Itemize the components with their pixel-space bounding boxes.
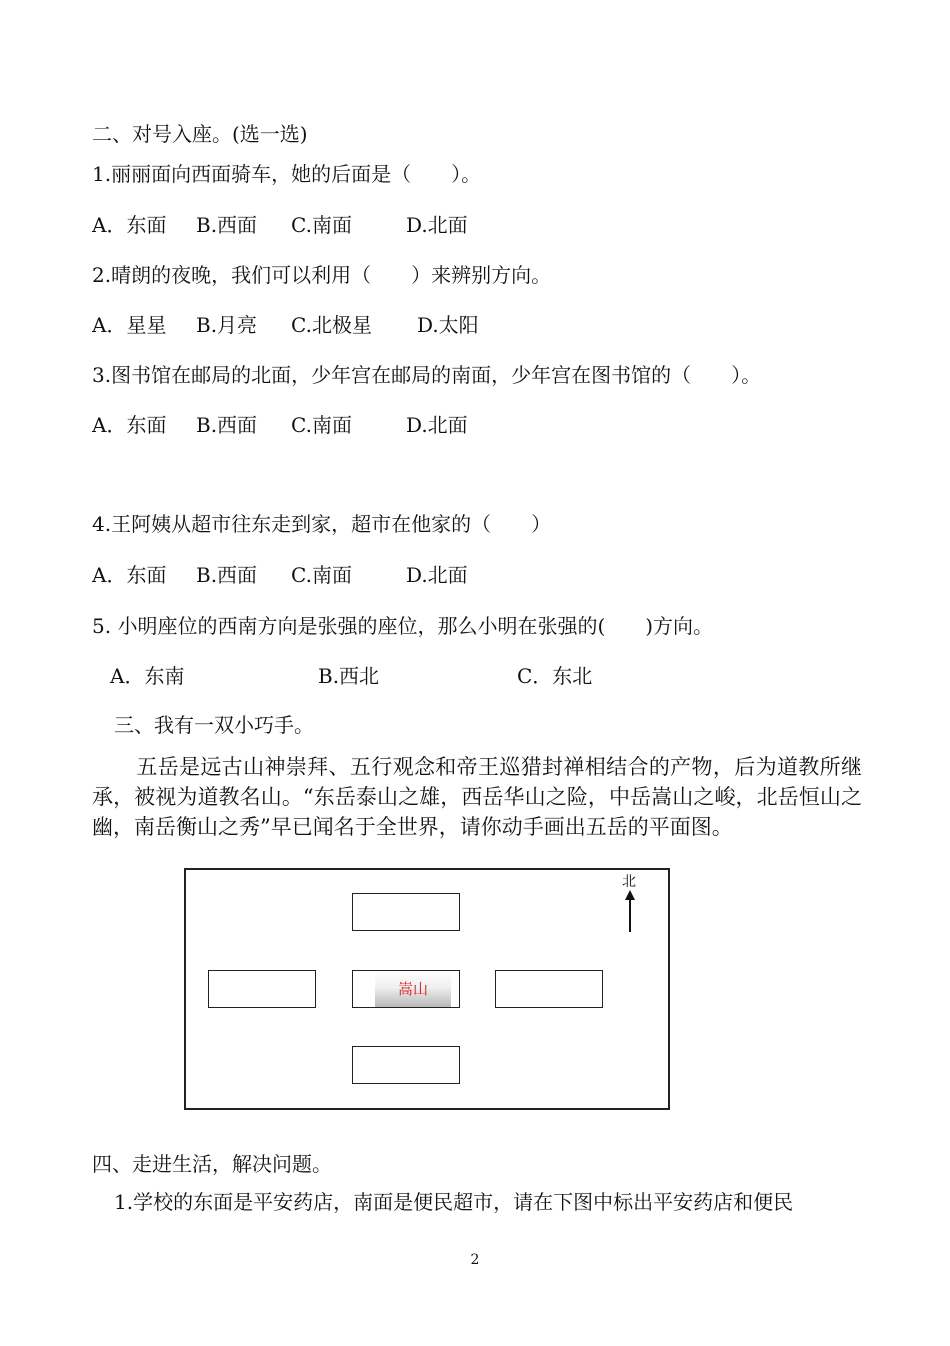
option-a: A．东面 xyxy=(92,563,167,587)
option-d: D.太阳 xyxy=(417,313,479,337)
question-4: 4.王阿姨从超市往东走到家，超市在他家的（ ） xyxy=(92,512,552,536)
page-number: 2 xyxy=(470,1252,480,1268)
option-c: C．东北 xyxy=(517,664,593,688)
option-b: B.西北 xyxy=(318,664,380,688)
option-c: C.南面 xyxy=(291,563,352,587)
north-mountain-box[interactable] xyxy=(352,893,460,931)
option-a: A．东面 xyxy=(92,213,167,237)
east-mountain-box[interactable] xyxy=(495,970,603,1008)
option-a: A．星星 xyxy=(92,313,167,337)
option-a: A．东南 xyxy=(110,664,185,688)
question-5: 5. 小明座位的西南方向是张强的座位，那么小明在张强的( )方向。 xyxy=(92,614,714,638)
south-mountain-box[interactable] xyxy=(352,1046,460,1084)
section-2-title: 二、对号入座。(选一选) xyxy=(92,122,308,146)
north-arrow-icon xyxy=(622,890,638,934)
section-4-title: 四、走进生活，解决问题。 xyxy=(92,1152,332,1176)
section-3-title: 三、我有一双小巧手。 xyxy=(114,713,314,737)
center-mountain-box xyxy=(352,970,460,1008)
option-d: D.北面 xyxy=(406,213,468,237)
songshan-label: 嵩山 xyxy=(375,971,451,1007)
north-label: 北 xyxy=(622,874,636,890)
option-a: A．东面 xyxy=(92,413,167,437)
option-d: D.北面 xyxy=(406,413,468,437)
option-b: B.西面 xyxy=(196,563,258,587)
wuyue-paragraph xyxy=(92,752,862,842)
option-d: D.北面 xyxy=(406,563,468,587)
question-1: 1.丽丽面向西面骑车，她的后面是（ ）。 xyxy=(92,162,482,186)
question-3: 3.图书馆在邮局的北面，少年宫在邮局的南面，少年宫在图书馆的（ ）。 xyxy=(92,363,762,387)
question-2: 2.晴朗的夜晚，我们可以利用（ ）来辨别方向。 xyxy=(92,263,552,287)
option-c: C.南面 xyxy=(291,213,352,237)
option-b: B.西面 xyxy=(196,413,258,437)
option-b: B.西面 xyxy=(196,213,258,237)
section-4-question-1: 1.学校的东面是平安药店，南面是便民超市，请在下图中标出平安药店和便民 xyxy=(114,1190,794,1214)
five-mountains-map xyxy=(184,868,670,1110)
option-c: C.北极星 xyxy=(291,313,372,337)
option-b: B.月亮 xyxy=(196,313,258,337)
west-mountain-box[interactable] xyxy=(208,970,316,1008)
option-c: C.南面 xyxy=(291,413,352,437)
wuyue-paragraph-text: 五岳是远古山神崇拜、五行观念和帝王巡猎封禅相结合的产物，后为道教所继承，被视为道教名山。“东岳泰山之雄，西岳华山之险，中岳嵩山之峻，北岳恒山之幽，南岳衡山之秀”早已闻名于全世界，请你动手画出五岳的平面图。 xyxy=(92,755,862,839)
